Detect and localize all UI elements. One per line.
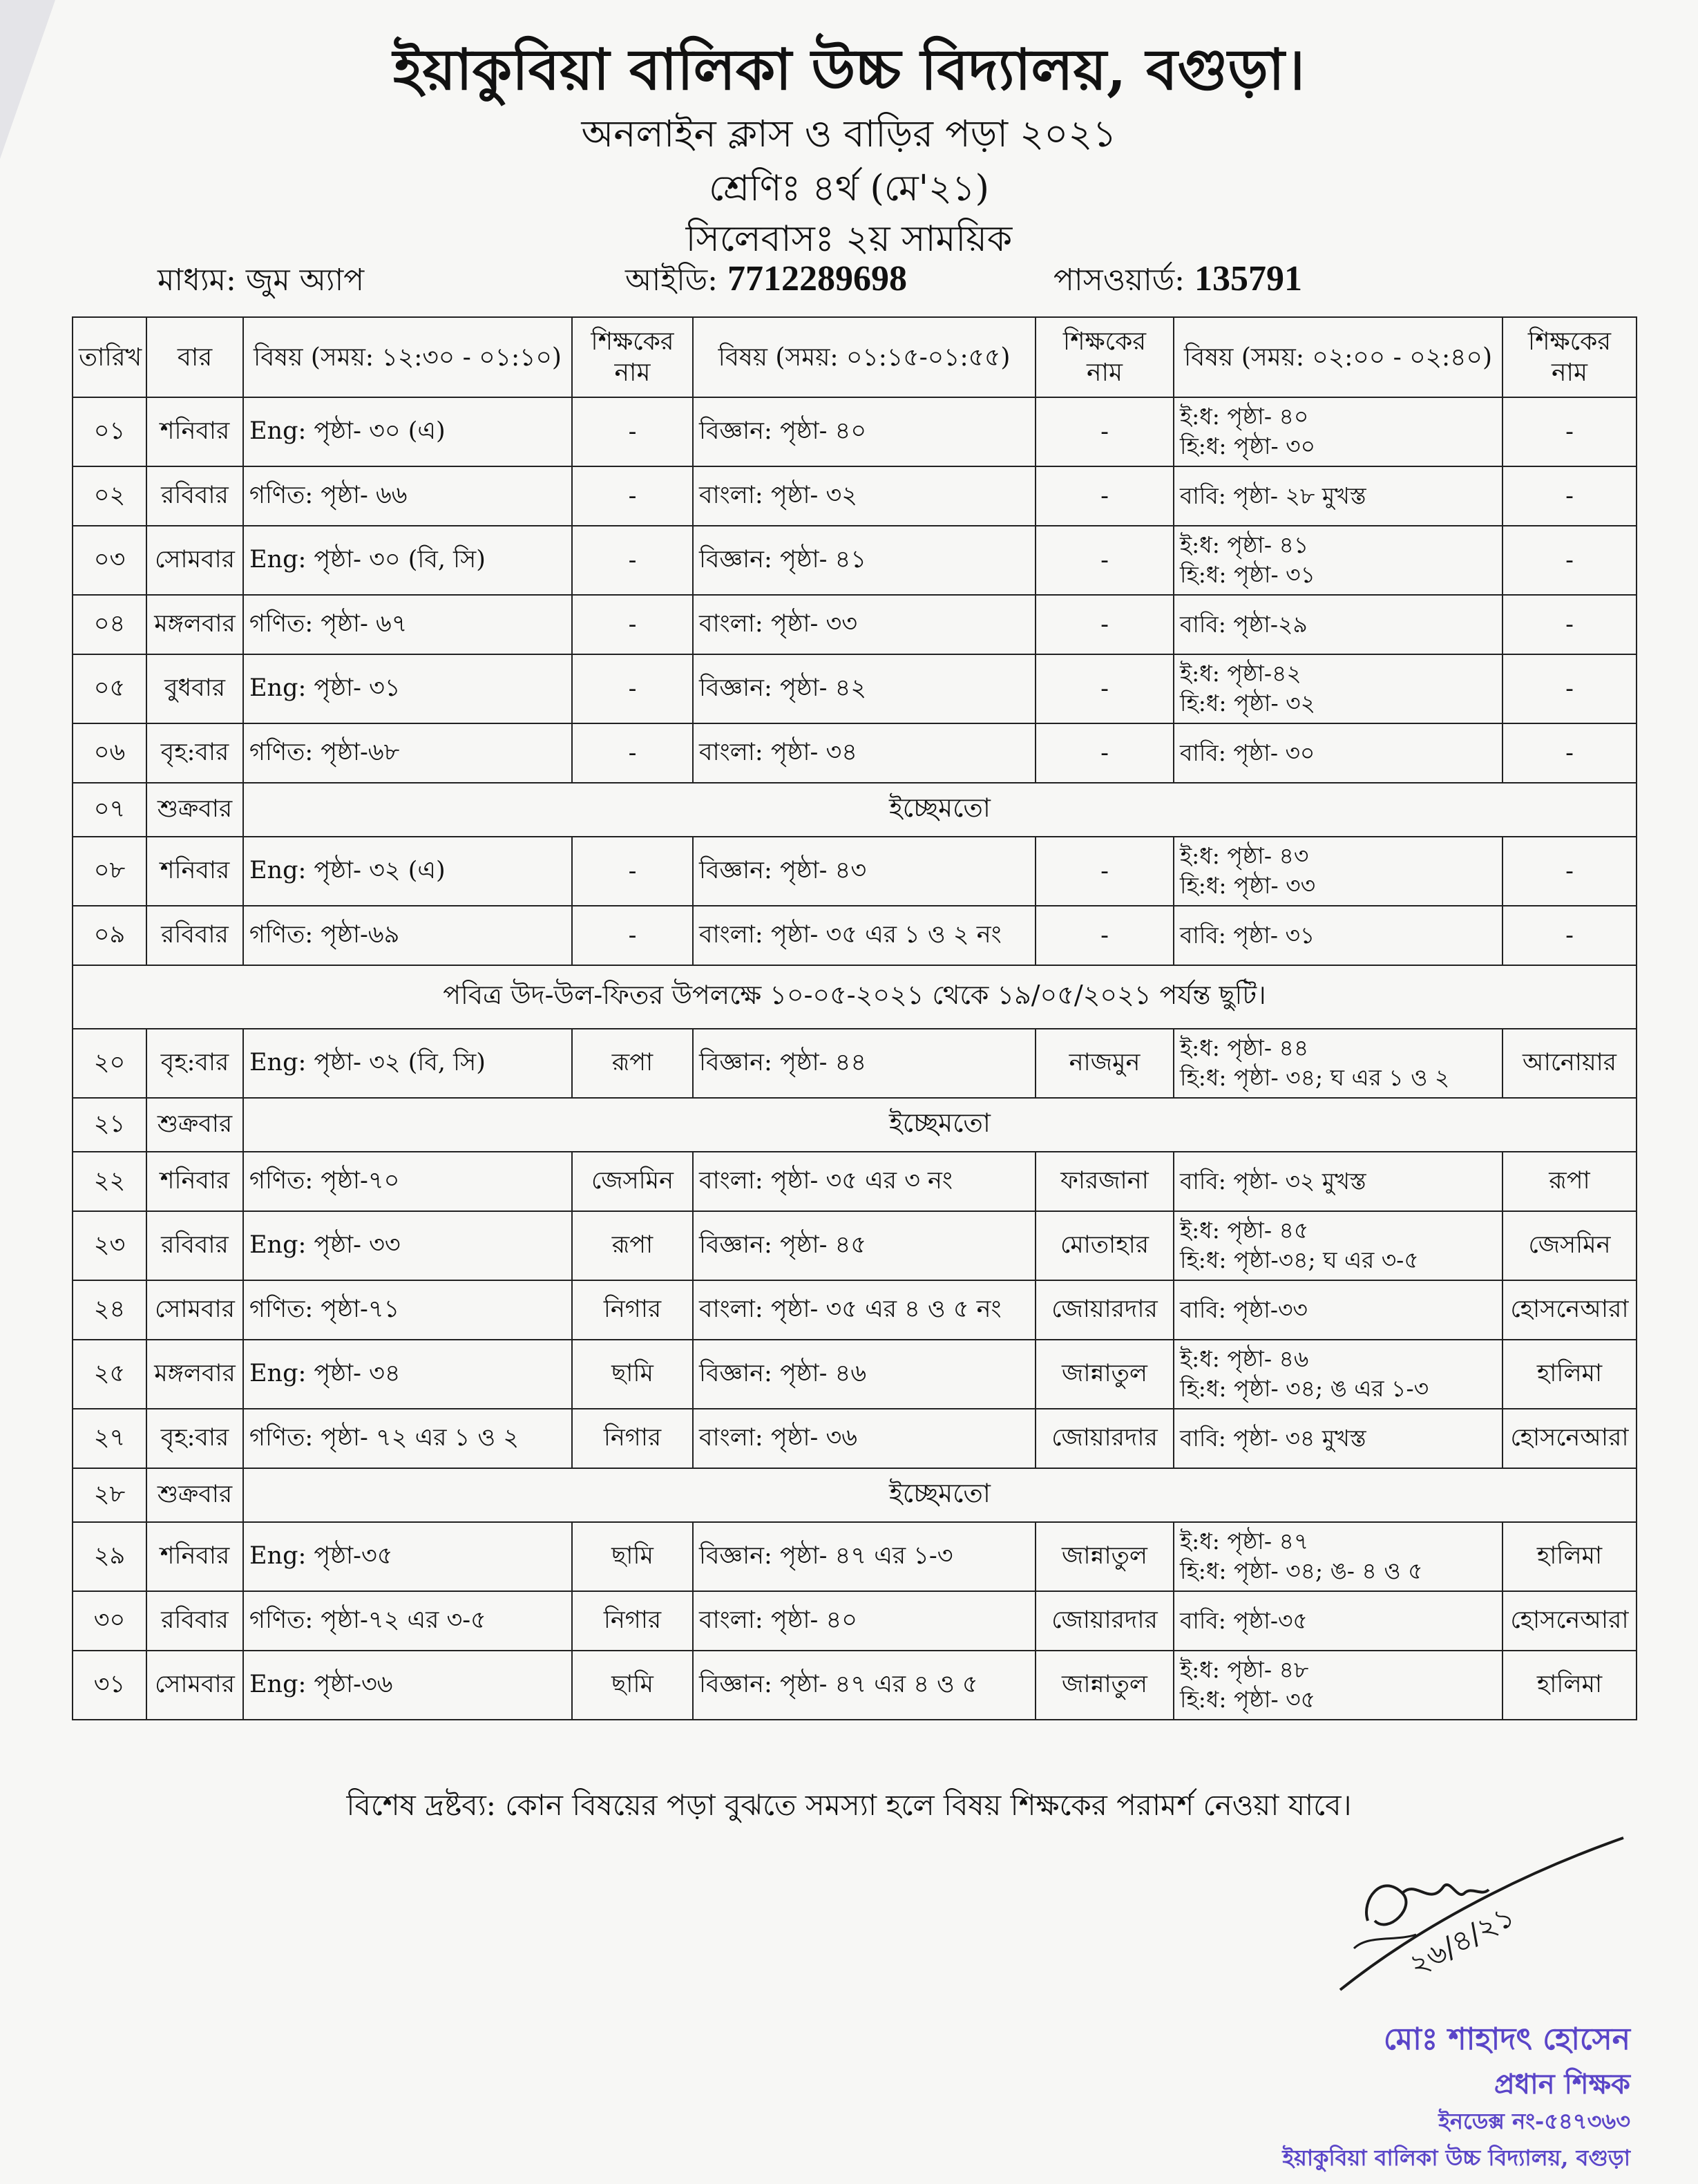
cell-teacher-1: রূপা <box>572 1211 693 1280</box>
cell-date: ০১ <box>73 397 146 466</box>
cell-date: ২৪ <box>73 1280 146 1340</box>
cell-subject-2: বিজ্ঞান: পৃষ্ঠা- ৪০ <box>693 397 1036 466</box>
signature-date: ২৬/৪/২১ <box>1403 1899 1520 1982</box>
cell-teacher-3: জেসমিন <box>1503 1211 1637 1280</box>
table-row <box>73 1211 1637 1280</box>
cell-teacher-1: নিগার <box>572 1280 693 1340</box>
table-row <box>73 595 1637 654</box>
password-info <box>1053 257 1302 307</box>
cell-subject-1: গণিত: পৃষ্ঠা-৬৯ <box>243 906 572 965</box>
cell-teacher-2: জান্নাতুল <box>1036 1340 1174 1409</box>
cell-teacher-1: - <box>572 723 693 783</box>
cell-subject-3 <box>1174 1211 1503 1280</box>
stamp-index: ইনডেক্স নং-৫৪৭৩৬৩ <box>1438 2108 1630 2134</box>
cell-subject-1: গণিত: পৃষ্ঠা- ৬৭ <box>243 595 572 654</box>
meeting-id-value: 7712289698 <box>727 259 907 298</box>
cell-subject-1: Eng: পৃষ্ঠা- ৩১ <box>243 654 572 723</box>
cell-teacher-1: ছামি <box>572 1340 693 1409</box>
cell-subject-1: গণিত: পৃষ্ঠা- ৬৬ <box>243 466 572 526</box>
cell-day: শনিবার <box>146 1152 243 1211</box>
cell-subject-1: গণিত: পৃষ্ঠা-৭০ <box>243 1152 572 1211</box>
table-header-row <box>73 317 1637 397</box>
syllabus-line: সিলেবাসঃ ২য় সাময়িক <box>685 218 1013 260</box>
cell-teacher-1: ছামি <box>572 1651 693 1720</box>
cell-subject-3 <box>1174 1522 1503 1591</box>
cell-subject-3 <box>1174 1340 1503 1409</box>
subject-3-line-2: হি:ধ: পৃষ্ঠা- ৩৪; ঙ- ৪ ও ৫ <box>1180 1557 1423 1584</box>
cell-teacher-2: - <box>1036 526 1174 595</box>
cell-subject-3 <box>1174 837 1503 906</box>
cell-day: শনিবার <box>146 397 243 466</box>
cell-teacher-2: - <box>1036 466 1174 526</box>
table-row <box>73 1651 1637 1720</box>
cell-teacher-1: নিগার <box>572 1409 693 1468</box>
cell-day: সোমবার <box>146 526 243 595</box>
cell-free-study: ইচ্ছেমতো <box>243 1098 1637 1152</box>
cell-teacher-1: নিগার <box>572 1591 693 1651</box>
cell-teacher-2: - <box>1036 837 1174 906</box>
cell-day: শনিবার <box>146 837 243 906</box>
column-header-subject-2: বিষয় (সময়: ০১:১৫-০১:৫৫) <box>693 317 1036 397</box>
cell-subject-2: বিজ্ঞান: পৃষ্ঠা- ৪১ <box>693 526 1036 595</box>
cell-subject-2: বাংলা: পৃষ্ঠা- ৩৬ <box>693 1409 1036 1468</box>
table-row <box>73 1280 1637 1340</box>
table-row <box>73 1029 1637 1098</box>
cell-subject-3 <box>1174 397 1503 466</box>
meeting-id-label: আইডি: <box>625 263 727 298</box>
cell-day: বৃহ:বার <box>146 1409 243 1468</box>
table-row <box>73 1152 1637 1211</box>
table-row <box>73 397 1637 466</box>
column-header-teacher-3: শিক্ষকের নাম <box>1503 317 1637 397</box>
cell-date: ২৯ <box>73 1522 146 1591</box>
subject-3-line-2: হি:ধ: পৃষ্ঠা- ৩১ <box>1180 561 1315 588</box>
cell-date: ৩০ <box>73 1591 146 1651</box>
cell-subject-1: গণিত: পৃষ্ঠা-৬৮ <box>243 723 572 783</box>
cell-teacher-1: জেসমিন <box>572 1152 693 1211</box>
cell-teacher-2: জোয়ারদার <box>1036 1409 1174 1468</box>
subject-3-line-1: ই:ধ: পৃষ্ঠা- ৪৩ <box>1180 842 1309 870</box>
cell-day: শুক্রবার <box>146 1468 243 1522</box>
table-row <box>73 1340 1637 1409</box>
routine-table <box>72 316 1637 1720</box>
school-title: ইয়াকুবিয়া বালিকা উচ্চ বিদ্যালয়, বগুড়া। <box>393 37 1305 103</box>
footnote: বিশেষ দ্রষ্টব্য: কোন বিষয়ের পড়া বুঝতে সমস্যা হলে বিষয় শিক্ষকের পরামর্শ নেওয়া যাবে। <box>346 1788 1352 1822</box>
subject-3-line-2: হি:ধ: পৃষ্ঠা- ৩৪; ঙ এর ১-৩ <box>1180 1375 1429 1402</box>
cell-subject-2: বিজ্ঞান: পৃষ্ঠা- ৪৩ <box>693 837 1036 906</box>
cell-subject-2: বাংলা: পৃষ্ঠা- ৩৫ এর ৪ ও ৫ নং <box>693 1280 1036 1340</box>
cell-teacher-3: হালিমা <box>1503 1340 1637 1409</box>
subject-3-line-1: ই:ধ: পৃষ্ঠা- ৪৭ <box>1180 1528 1309 1555</box>
cell-date: ২৩ <box>73 1211 146 1280</box>
headmaster-signature <box>1326 1831 1630 2011</box>
cell-subject-3 <box>1174 466 1503 526</box>
cell-date: ২৮ <box>73 1468 146 1522</box>
cell-date: ০২ <box>73 466 146 526</box>
table-row <box>73 1591 1637 1651</box>
cell-teacher-1: - <box>572 654 693 723</box>
cell-teacher-2: - <box>1036 723 1174 783</box>
subject-3-line-1: বাবি: পৃষ্ঠা-২৯ <box>1180 610 1308 638</box>
cell-teacher-2: - <box>1036 397 1174 466</box>
subject-3-line-1: বাবি: পৃষ্ঠা- ৩১ <box>1180 921 1315 949</box>
cell-teacher-1: - <box>572 397 693 466</box>
subject-3-line-2: হি:ধ: পৃষ্ঠা- ৩৫ <box>1180 1686 1315 1713</box>
cell-subject-3 <box>1174 906 1503 965</box>
free-day-row <box>73 1098 1637 1152</box>
cell-subject-1: গণিত: পৃষ্ঠা-৭২ এর ৩-৫ <box>243 1591 572 1651</box>
cell-teacher-3: হালিমা <box>1503 1651 1637 1720</box>
column-header-date: তারিখ <box>73 317 146 397</box>
cell-day: শুক্রবার <box>146 783 243 837</box>
cell-day: রবিবার <box>146 1211 243 1280</box>
table-row <box>73 526 1637 595</box>
cell-teacher-3: রূপা <box>1503 1152 1637 1211</box>
cell-subject-2: বাংলা: পৃষ্ঠা- ৩৫ এর ১ ও ২ নং <box>693 906 1036 965</box>
cell-teacher-1: - <box>572 837 693 906</box>
cell-subject-3 <box>1174 723 1503 783</box>
cell-teacher-2: মোতাহার <box>1036 1211 1174 1280</box>
cell-teacher-3: হোসনেআরা <box>1503 1409 1637 1468</box>
cell-teacher-2: নাজমুন <box>1036 1029 1174 1098</box>
document-subtitle: অনলাইন ক্লাস ও বাড়ির পড়া ২০২১ <box>581 112 1117 155</box>
cell-date: ০৬ <box>73 723 146 783</box>
cell-date: ০৩ <box>73 526 146 595</box>
cell-subject-3 <box>1174 595 1503 654</box>
column-header-subject-1: বিষয় (সময়: ১২:৩০ - ০১:১০) <box>243 317 572 397</box>
cell-subject-1: গণিত: পৃষ্ঠা- ৭২ এর ১ ও ২ <box>243 1409 572 1468</box>
cell-teacher-1: - <box>572 906 693 965</box>
cell-teacher-2: জান্নাতুল <box>1036 1651 1174 1720</box>
subject-3-line-1: বাবি: পৃষ্ঠা- ২৮ মুখস্ত <box>1180 482 1366 509</box>
cell-subject-3 <box>1174 1409 1503 1468</box>
cell-teacher-2: ফারজানা <box>1036 1152 1174 1211</box>
cell-teacher-3: হালিমা <box>1503 1522 1637 1591</box>
table-row <box>73 466 1637 526</box>
cell-subject-3 <box>1174 654 1503 723</box>
cell-subject-2: বাংলা: পৃষ্ঠা- ৩৫ এর ৩ নং <box>693 1152 1036 1211</box>
meeting-id-info <box>625 257 907 307</box>
cell-subject-1: Eng: পৃষ্ঠা- ৩৩ <box>243 1211 572 1280</box>
cell-teacher-3: হোসনেআরা <box>1503 1280 1637 1340</box>
cell-subject-2: বাংলা: পৃষ্ঠা- ৩২ <box>693 466 1036 526</box>
subject-3-line-1: বাবি: পৃষ্ঠা-৩৫ <box>1180 1606 1308 1634</box>
subject-3-line-2: হি:ধ: পৃষ্ঠা- ৩৩ <box>1180 872 1316 899</box>
stamp-school: ইয়াকুবিয়া বালিকা উচ্চ বিদ্যালয়, বগুড়া <box>1282 2145 1630 2171</box>
subject-3-line-1: বাবি: পৃষ্ঠা- ৩০ <box>1180 739 1315 766</box>
holiday-note-row <box>73 965 1637 1029</box>
subject-3-line-2: হি:ধ: পৃষ্ঠা- ৩৪; ঘ এর ১ ও ২ <box>1180 1064 1450 1091</box>
password-value: 135791 <box>1194 259 1302 298</box>
cell-subject-2: বিজ্ঞান: পৃষ্ঠা- ৪৫ <box>693 1211 1036 1280</box>
cell-subject-2: বাংলা: পৃষ্ঠা- ৩৩ <box>693 595 1036 654</box>
cell-subject-3 <box>1174 1152 1503 1211</box>
cell-teacher-3: - <box>1503 723 1637 783</box>
subject-3-line-1: ই:ধ: পৃষ্ঠা- ৪৫ <box>1180 1217 1309 1244</box>
cell-free-study: ইচ্ছেমতো <box>243 783 1637 837</box>
cell-teacher-3: - <box>1503 906 1637 965</box>
cell-day: রবিবার <box>146 466 243 526</box>
cell-date: ২২ <box>73 1152 146 1211</box>
cell-teacher-2: জোয়ারদার <box>1036 1591 1174 1651</box>
cell-free-study: ইচ্ছেমতো <box>243 1468 1637 1522</box>
column-header-day: বার <box>146 317 243 397</box>
cell-subject-2: বাংলা: পৃষ্ঠা- ৪০ <box>693 1591 1036 1651</box>
cell-teacher-3: হোসনেআরা <box>1503 1591 1637 1651</box>
cell-teacher-1: - <box>572 466 693 526</box>
cell-teacher-3: - <box>1503 526 1637 595</box>
cell-subject-2: বিজ্ঞান: পৃষ্ঠা- ৪৭ এর ৪ ও ৫ <box>693 1651 1036 1720</box>
cell-date: ০৭ <box>73 783 146 837</box>
class-line: শ্রেণিঃ ৪র্থ (মে'২১) <box>709 168 989 209</box>
cell-subject-1: Eng: পৃষ্ঠা- ৩০ (বি, সি) <box>243 526 572 595</box>
cell-subject-2: বিজ্ঞান: পৃষ্ঠা- ৪৪ <box>693 1029 1036 1098</box>
medium-info: মাধ্যম: জুম অ্যাপ <box>158 263 365 298</box>
cell-subject-1: Eng: পৃষ্ঠা- ৩২ (বি, সি) <box>243 1029 572 1098</box>
cell-teacher-2: - <box>1036 654 1174 723</box>
cell-teacher-3: - <box>1503 595 1637 654</box>
column-header-subject-3: বিষয় (সময়: ০২:০০ - ০২:৪০) <box>1174 317 1503 397</box>
cell-subject-1: Eng: পৃষ্ঠা- ৩২ (এ) <box>243 837 572 906</box>
table-row <box>73 1522 1637 1591</box>
cell-date: ০৮ <box>73 837 146 906</box>
cell-day: মঙ্গলবার <box>146 595 243 654</box>
cell-teacher-1: ছামি <box>572 1522 693 1591</box>
subject-3-line-1: ই:ধ: পৃষ্ঠা- ৪১ <box>1180 531 1309 559</box>
cell-subject-2: বিজ্ঞান: পৃষ্ঠা- ৪৭ এর ১-৩ <box>693 1522 1036 1591</box>
table-row <box>73 906 1637 965</box>
column-header-teacher-2: শিক্ষকের নাম <box>1036 317 1174 397</box>
cell-day: সোমবার <box>146 1651 243 1720</box>
cell-subject-3 <box>1174 1591 1503 1651</box>
cell-teacher-2: জোয়ারদার <box>1036 1280 1174 1340</box>
cell-day: মঙ্গলবার <box>146 1340 243 1409</box>
cell-subject-3 <box>1174 1651 1503 1720</box>
subject-3-line-1: বাবি: পৃষ্ঠা-৩৩ <box>1180 1295 1308 1323</box>
cell-subject-1: Eng: পৃষ্ঠা-৩৬ <box>243 1651 572 1720</box>
subject-3-line-1: ই:ধ: পৃষ্ঠা- ৪০ <box>1180 403 1309 430</box>
subject-3-line-1: বাবি: পৃষ্ঠা- ৩২ মুখস্ত <box>1180 1167 1366 1195</box>
cell-date: ২৫ <box>73 1340 146 1409</box>
subject-3-line-1: ই:ধ: পৃষ্ঠা- ৪৬ <box>1180 1345 1309 1373</box>
cell-subject-1: গণিত: পৃষ্ঠা-৭১ <box>243 1280 572 1340</box>
cell-subject-3 <box>1174 1029 1503 1098</box>
cell-teacher-3: - <box>1503 466 1637 526</box>
cell-date: ০৯ <box>73 906 146 965</box>
free-day-row <box>73 783 1637 837</box>
cell-subject-1: Eng: পৃষ্ঠা-৩৫ <box>243 1522 572 1591</box>
cell-teacher-1: রূপা <box>572 1029 693 1098</box>
password-label: পাসওয়ার্ড: <box>1053 263 1194 298</box>
cell-day: শুক্রবার <box>146 1098 243 1152</box>
subject-3-line-2: হি:ধ: পৃষ্ঠা- ৩২ <box>1180 690 1316 716</box>
routine-body <box>73 397 1637 1720</box>
holiday-note: পবিত্র উদ-উল-ফিতর উপলক্ষে ১০-০৫-২০২১ থেকে ১৯/০৫/২০২১ পর্যন্ত ছুটি। <box>73 965 1637 1029</box>
stamp-name: মোঃ শাহাদৎ হোসেন <box>1383 2022 1630 2057</box>
cell-subject-3 <box>1174 526 1503 595</box>
cell-date: ২০ <box>73 1029 146 1098</box>
subject-3-line-2: হি:ধ: পৃষ্ঠা-৩৪; ঘ এর ৩-৫ <box>1180 1246 1419 1273</box>
cell-day: বৃহ:বার <box>146 1029 243 1098</box>
subject-3-line-1: ই:ধ: পৃষ্ঠা- ৪৪ <box>1180 1034 1309 1062</box>
cell-subject-2: বিজ্ঞান: পৃষ্ঠা- ৪৬ <box>693 1340 1036 1409</box>
table-row <box>73 837 1637 906</box>
cell-subject-2: বাংলা: পৃষ্ঠা- ৩৪ <box>693 723 1036 783</box>
cell-teacher-1: - <box>572 526 693 595</box>
cell-day: বৃহ:বার <box>146 723 243 783</box>
subject-3-line-2: হি:ধ: পৃষ্ঠা- ৩০ <box>1180 433 1316 459</box>
cell-subject-1: Eng: পৃষ্ঠা- ৩০ (এ) <box>243 397 572 466</box>
table-row <box>73 1409 1637 1468</box>
cell-subject-2: বিজ্ঞান: পৃষ্ঠা- ৪২ <box>693 654 1036 723</box>
cell-date: ৩১ <box>73 1651 146 1720</box>
cell-date: ২১ <box>73 1098 146 1152</box>
cell-day: শনিবার <box>146 1522 243 1591</box>
free-day-row <box>73 1468 1637 1522</box>
cell-teacher-3: - <box>1503 397 1637 466</box>
cell-teacher-1: - <box>572 595 693 654</box>
table-row <box>73 723 1637 783</box>
cell-date: ০৫ <box>73 654 146 723</box>
table-row <box>73 654 1637 723</box>
cell-subject-1: Eng: পৃষ্ঠা- ৩৪ <box>243 1340 572 1409</box>
cell-teacher-2: - <box>1036 906 1174 965</box>
cell-teacher-2: - <box>1036 595 1174 654</box>
cell-date: ০৪ <box>73 595 146 654</box>
subject-3-line-1: ই:ধ: পৃষ্ঠা- ৪৮ <box>1180 1656 1309 1684</box>
column-header-teacher-1: শিক্ষকের নাম <box>572 317 693 397</box>
cell-date: ২৭ <box>73 1409 146 1468</box>
cell-teacher-3: - <box>1503 654 1637 723</box>
cell-day: রবিবার <box>146 906 243 965</box>
cell-subject-3 <box>1174 1280 1503 1340</box>
cell-day: সোমবার <box>146 1280 243 1340</box>
stamp-role: প্রধান শিক্ষক <box>1494 2068 1630 2100</box>
subject-3-line-1: ই:ধ: পৃষ্ঠা-৪২ <box>1180 660 1301 687</box>
cell-teacher-3: আনোয়ার <box>1503 1029 1637 1098</box>
cell-day: বুধবার <box>146 654 243 723</box>
subject-3-line-1: বাবি: পৃষ্ঠা- ৩৪ মুখস্ত <box>1180 1424 1366 1452</box>
cell-teacher-3: - <box>1503 837 1637 906</box>
cell-teacher-2: জান্নাতুল <box>1036 1522 1174 1591</box>
cell-day: রবিবার <box>146 1591 243 1651</box>
